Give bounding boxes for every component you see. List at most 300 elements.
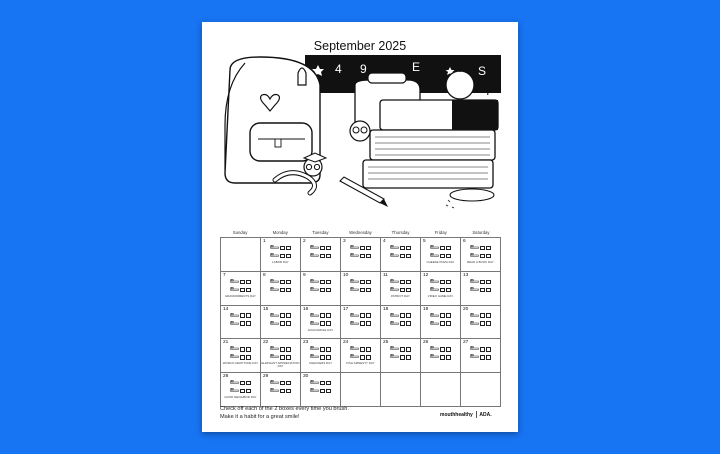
brush-checkbox[interactable] [446, 280, 451, 285]
toothbrush-icon [270, 354, 279, 360]
holiday-label: CHECKERS DAY [308, 361, 333, 366]
morning-brush-row [270, 380, 296, 386]
evening-brush-row [390, 321, 416, 327]
brand-logos [440, 411, 492, 418]
brush-checkbox[interactable] [440, 288, 445, 293]
holiday-label: ELEPHANT APPRECIATION DAY [261, 361, 300, 369]
brush-checkbox[interactable] [366, 321, 371, 326]
holiday-label: PATRIOT DAY [390, 293, 411, 298]
instructions [220, 406, 349, 421]
brush-checkbox[interactable] [246, 313, 251, 318]
brush-checkbox[interactable] [360, 355, 365, 360]
toothbrush-icon [390, 253, 399, 259]
day-number: 19 [423, 306, 429, 312]
brush-checkbox[interactable] [280, 246, 285, 251]
brush-checkbox[interactable] [326, 321, 331, 326]
brush-checkbox[interactable] [406, 288, 411, 293]
day-number: 9 [303, 272, 306, 278]
brush-checkbox[interactable] [280, 313, 285, 318]
brush-checkbox[interactable] [240, 313, 245, 318]
toothbrush-icon [270, 253, 279, 259]
holiday-label: VIDEO GAME DAY [427, 293, 454, 298]
morning-brush-row [270, 313, 296, 319]
holiday-label: GUACAMOLE DAY [307, 327, 334, 332]
toothbrush-icon [470, 354, 479, 360]
brush-checkbox[interactable] [326, 389, 331, 394]
brush-checkbox[interactable] [286, 313, 291, 318]
brush-checkbox[interactable] [440, 347, 445, 352]
toothbrush-icon [230, 279, 239, 285]
brush-checkbox[interactable] [320, 280, 325, 285]
rocket-patch [298, 68, 306, 85]
brush-checkbox[interactable] [360, 246, 365, 251]
evening-brush-row [390, 354, 416, 360]
brush-checkbox[interactable] [486, 321, 491, 326]
brush-checkbox[interactable] [486, 254, 491, 259]
brush-checkbox[interactable] [366, 246, 371, 251]
brush-checkbox[interactable] [446, 313, 451, 318]
brush-checkbox[interactable] [486, 246, 491, 251]
morning-brush-row [230, 313, 256, 319]
brush-checkbox[interactable] [400, 355, 405, 360]
calendar-day-4 [381, 238, 421, 272]
morning-brush-row [470, 245, 496, 251]
morning-brush-row [430, 313, 456, 319]
morning-brush-row [430, 346, 456, 352]
calendar-day-11 [381, 272, 421, 306]
brush-checkbox[interactable] [320, 288, 325, 293]
brush-checkbox[interactable] [440, 254, 445, 259]
toothbrush-icon [310, 380, 319, 386]
toothbrush-icon [270, 321, 279, 327]
brush-checkbox[interactable] [486, 355, 491, 360]
brush-checkbox[interactable] [406, 254, 411, 259]
evening-brush-row [270, 354, 296, 360]
holiday-label: GRANDPARENTS DAY [224, 293, 257, 298]
evening-brush-row [390, 287, 416, 293]
morning-brush-row [350, 279, 376, 285]
brush-checkbox[interactable] [240, 321, 245, 326]
brush-checkbox[interactable] [366, 254, 371, 259]
brush-checkbox[interactable] [440, 355, 445, 360]
toothbrush-icon [310, 253, 319, 259]
brush-checkbox[interactable] [446, 246, 451, 251]
morning-brush-row [470, 313, 496, 319]
brush-checkbox[interactable] [360, 254, 365, 259]
calendar-day-21 [221, 339, 261, 373]
morning-brush-row [350, 313, 376, 319]
calendar-day-18 [381, 306, 421, 340]
toothbrush-icon [270, 313, 279, 319]
brush-checkbox[interactable] [286, 389, 291, 394]
brush-checkbox[interactable] [240, 355, 245, 360]
brush-checkbox[interactable] [286, 246, 291, 251]
toothbrush-icon [470, 279, 479, 285]
brush-checkbox[interactable] [246, 288, 251, 293]
toothbrush-icon [470, 321, 479, 327]
brush-checkbox[interactable] [440, 280, 445, 285]
toothbrush-icon [390, 354, 399, 360]
brush-checkbox[interactable] [280, 254, 285, 259]
brush-checkbox[interactable] [286, 254, 291, 259]
brush-checkbox[interactable] [486, 313, 491, 318]
morning-brush-row [470, 279, 496, 285]
toothbrush-icon [230, 346, 239, 352]
day-number: 25 [383, 340, 389, 346]
brush-checkbox[interactable] [286, 355, 291, 360]
brush-checkbox[interactable] [480, 288, 485, 293]
evening-brush-row [430, 287, 456, 293]
brush-checkbox[interactable] [320, 313, 325, 318]
brush-checkbox[interactable] [280, 280, 285, 285]
calendar-day-22 [261, 339, 301, 373]
apple [446, 71, 474, 99]
brand-separator [476, 411, 477, 418]
brush-checkbox[interactable] [486, 280, 491, 285]
holiday-label: FISH AMNESTY DAY [346, 361, 375, 366]
evening-brush-row [470, 253, 496, 259]
day-number: 28 [223, 374, 229, 380]
day-number: 17 [343, 306, 349, 312]
brush-checkbox[interactable] [246, 280, 251, 285]
day-number: 22 [263, 340, 269, 346]
brush-checkbox[interactable] [246, 347, 251, 352]
toothbrush-icon [430, 279, 439, 285]
brush-checkbox[interactable] [326, 246, 331, 251]
toothbrush-icon [350, 313, 359, 319]
brush-checkbox[interactable] [286, 288, 291, 293]
chalk-char-4: S [478, 64, 487, 78]
evening-brush-row [350, 287, 376, 293]
brush-checkbox[interactable] [366, 288, 371, 293]
day-number: 13 [463, 272, 469, 278]
toothbrush-icon [310, 388, 319, 394]
evening-brush-row [270, 287, 296, 293]
brush-checkbox[interactable] [400, 347, 405, 352]
weekday-saturday: Saturday [472, 230, 490, 235]
day-number: 24 [343, 340, 349, 346]
toothbrush-icon [310, 346, 319, 352]
calendar-day-16 [301, 306, 341, 340]
toothbrush-icon [310, 279, 319, 285]
brush-checkbox[interactable] [480, 355, 485, 360]
brush-checkbox[interactable] [240, 389, 245, 394]
evening-brush-row [430, 321, 456, 327]
brush-checkbox[interactable] [280, 321, 285, 326]
weekday-wednesday: Wednesday [349, 230, 372, 235]
calendar-empty-cell [461, 373, 501, 407]
evening-brush-row [430, 253, 456, 259]
brush-checkbox[interactable] [280, 389, 285, 394]
calendar-day-8 [261, 272, 301, 306]
brush-checkbox[interactable] [400, 288, 405, 293]
holiday-label: CHEESE PIZZA DAY [426, 260, 455, 264]
day-number: 3 [343, 239, 346, 244]
day-number: 7 [223, 272, 226, 278]
morning-brush-row [390, 313, 416, 319]
evening-brush-row [270, 321, 296, 327]
brush-checkbox[interactable] [326, 381, 331, 386]
book-middle [370, 130, 495, 160]
weekday-tuesday: Tuesday [312, 230, 329, 235]
day-number: 6 [463, 239, 466, 244]
toothbrush-icon [390, 313, 399, 319]
evening-brush-row [230, 287, 256, 293]
toothbrush-icon [270, 388, 279, 394]
brush-checkbox[interactable] [400, 246, 405, 251]
brush-checkbox[interactable] [406, 246, 411, 251]
page-title: September 2025 [313, 39, 407, 53]
toothbrush-icon [230, 321, 239, 327]
brush-checkbox[interactable] [400, 280, 405, 285]
brush-checkbox[interactable] [446, 254, 451, 259]
brush-checkbox[interactable] [326, 288, 331, 293]
brush-checkbox[interactable] [360, 313, 365, 318]
brush-checkbox[interactable] [320, 389, 325, 394]
calendar-empty-cell [381, 373, 421, 407]
brush-checkbox[interactable] [440, 313, 445, 318]
brush-checkbox[interactable] [486, 347, 491, 352]
brush-checkbox[interactable] [320, 321, 325, 326]
toothbrush-icon [470, 346, 479, 352]
brush-checkbox[interactable] [320, 347, 325, 352]
calendar-day-15 [261, 306, 301, 340]
evening-brush-row [470, 354, 496, 360]
calendar-day-13 [461, 272, 501, 306]
toothbrush-icon [270, 380, 279, 386]
morning-brush-row [270, 346, 296, 352]
brush-checkbox[interactable] [406, 321, 411, 326]
evening-brush-row [310, 253, 336, 259]
brush-checkbox[interactable] [280, 355, 285, 360]
toothbrush-icon [350, 354, 359, 360]
brush-checkbox[interactable] [286, 381, 291, 386]
toothbrush-icon [270, 287, 279, 293]
brush-checkbox[interactable] [240, 288, 245, 293]
morning-brush-row [350, 245, 376, 251]
brush-checkbox[interactable] [326, 347, 331, 352]
toothbrush-icon [350, 279, 359, 285]
toothbrush-icon [230, 313, 239, 319]
brush-checkbox[interactable] [400, 254, 405, 259]
calendar-day-26 [421, 339, 461, 373]
calendar-day-28 [221, 373, 261, 407]
evening-brush-row [350, 253, 376, 259]
morning-brush-row [230, 279, 256, 285]
brush-checkbox[interactable] [360, 280, 365, 285]
brush-checkbox[interactable] [320, 355, 325, 360]
brush-checkbox[interactable] [406, 313, 411, 318]
toothbrush-icon [430, 287, 439, 293]
morning-brush-row [390, 346, 416, 352]
brush-checkbox[interactable] [240, 381, 245, 386]
brush-checkbox[interactable] [286, 347, 291, 352]
evening-brush-row [270, 388, 296, 394]
holiday-label: READ A BOOK DAY [467, 260, 494, 264]
calendar-day-23 [301, 339, 341, 373]
morning-brush-row [270, 279, 296, 285]
morning-brush-row [430, 245, 456, 251]
morning-brush-row [310, 346, 336, 352]
day-number: 10 [343, 272, 349, 278]
brush-checkbox[interactable] [326, 313, 331, 318]
day-number: 18 [383, 306, 389, 312]
brush-checkbox[interactable] [480, 280, 485, 285]
brush-checkbox[interactable] [480, 246, 485, 251]
brush-checkbox[interactable] [446, 321, 451, 326]
toothbrush-icon [350, 287, 359, 293]
brush-checkbox[interactable] [406, 347, 411, 352]
brush-checkbox[interactable] [240, 280, 245, 285]
toothbrush-icon [310, 245, 319, 251]
brush-checkbox[interactable] [246, 321, 251, 326]
holiday-label: LABOR DAY [272, 260, 289, 264]
brush-checkbox[interactable] [446, 355, 451, 360]
toothbrush-icon [470, 253, 479, 259]
illustration-drawing [220, 55, 501, 211]
brush-checkbox[interactable] [326, 280, 331, 285]
calendar-day-3 [341, 238, 381, 272]
morning-brush-row [230, 380, 256, 386]
brush-checkbox[interactable] [326, 355, 331, 360]
brush-checkbox[interactable] [246, 355, 251, 360]
calendar-day-2 [301, 238, 341, 272]
day-number: 11 [383, 272, 388, 278]
calendar-day-17 [341, 306, 381, 340]
day-number: 16 [303, 306, 309, 312]
toothbrush-icon [390, 245, 399, 251]
brush-checkbox[interactable] [320, 246, 325, 251]
weekday-thursday: Thursday [391, 230, 410, 235]
brush-checkbox[interactable] [446, 347, 451, 352]
back-to-school-illustration [220, 55, 501, 211]
calendar-day-7 [221, 272, 261, 306]
toothbrush-icon [310, 287, 319, 293]
day-number: 15 [263, 306, 269, 312]
brush-checkbox[interactable] [286, 280, 291, 285]
brush-checkbox[interactable] [486, 288, 491, 293]
calendar-day-27 [461, 339, 501, 373]
brush-checkbox[interactable] [366, 313, 371, 318]
brush-checkbox[interactable] [246, 381, 251, 386]
calendar-day-30 [301, 373, 341, 407]
chalk-char-2: 9 [360, 62, 367, 76]
brush-checkbox[interactable] [246, 389, 251, 394]
calendar-day-5 [421, 238, 461, 272]
brush-checkbox[interactable] [360, 321, 365, 326]
day-number: 20 [463, 306, 469, 312]
evening-brush-row [310, 354, 336, 360]
brush-checkbox[interactable] [480, 254, 485, 259]
toothbrush-icon [230, 354, 239, 360]
brush-checkbox[interactable] [320, 381, 325, 386]
evening-brush-row [470, 321, 496, 327]
morning-brush-row [310, 313, 336, 319]
toothbrush-icon [470, 287, 479, 293]
toothbrush-icon [470, 245, 479, 251]
evening-brush-row [430, 354, 456, 360]
toothbrush-icon [390, 346, 399, 352]
brush-checkbox[interactable] [366, 347, 371, 352]
brush-checkbox[interactable] [400, 313, 405, 318]
brush-checkbox[interactable] [240, 347, 245, 352]
calendar-day-12 [421, 272, 461, 306]
evening-brush-row [350, 321, 376, 327]
evening-brush-row [230, 354, 256, 360]
calendar-empty-cell [341, 373, 381, 407]
calendar-day-29 [261, 373, 301, 407]
brush-checkbox[interactable] [286, 321, 291, 326]
evening-brush-row [310, 388, 336, 394]
brush-checkbox[interactable] [440, 246, 445, 251]
calendar-day-14 [221, 306, 261, 340]
brush-checkbox[interactable] [326, 254, 331, 259]
brush-checkbox[interactable] [366, 280, 371, 285]
brush-checkbox[interactable] [360, 347, 365, 352]
toothbrush-icon [270, 245, 279, 251]
day-number: 21 [223, 340, 229, 346]
morning-brush-row [470, 346, 496, 352]
toothbrush-icon [470, 313, 479, 319]
toothbrush-icon [350, 253, 359, 259]
brush-checkbox[interactable] [406, 280, 411, 285]
brush-checkbox[interactable] [360, 288, 365, 293]
toothbrush-icon [310, 354, 319, 360]
toothbrush-icon [390, 279, 399, 285]
mouthhealthy-logo: mouthhealthy [440, 411, 473, 418]
morning-brush-row [270, 245, 296, 251]
weekday-header-row [220, 230, 501, 235]
calendar-empty-cell [421, 373, 461, 407]
brush-checkbox[interactable] [280, 381, 285, 386]
brush-checkbox[interactable] [440, 321, 445, 326]
brush-checkbox[interactable] [400, 321, 405, 326]
toothbrush-icon [270, 279, 279, 285]
brush-checkbox[interactable] [366, 355, 371, 360]
morning-brush-row [310, 279, 336, 285]
day-number: 23 [303, 340, 309, 346]
calendar-day-10 [341, 272, 381, 306]
morning-brush-row [310, 245, 336, 251]
calendar-day-25 [381, 339, 421, 373]
brush-checkbox[interactable] [320, 254, 325, 259]
toothbrush-icon [430, 354, 439, 360]
brush-checkbox[interactable] [446, 288, 451, 293]
brush-checkbox[interactable] [480, 313, 485, 318]
toothbrush-icon [310, 321, 319, 327]
brush-checkbox[interactable] [406, 355, 411, 360]
calendar-day-24 [341, 339, 381, 373]
day-number: 29 [263, 374, 269, 380]
brush-checkbox[interactable] [280, 288, 285, 293]
toothbrush-icon [430, 313, 439, 319]
day-number: 8 [263, 272, 266, 278]
evening-brush-row [390, 253, 416, 259]
evening-brush-row [350, 354, 376, 360]
calendar-empty-cell [221, 238, 261, 272]
day-number: 26 [423, 340, 429, 346]
chalk-char-1: 4 [335, 62, 342, 76]
day-number: 5 [423, 239, 426, 244]
toothbrush-icon [230, 287, 239, 293]
morning-brush-row [390, 279, 416, 285]
evening-brush-row [270, 253, 296, 259]
day-number: 12 [423, 272, 429, 278]
brush-checkbox[interactable] [480, 321, 485, 326]
brush-checkbox[interactable] [480, 347, 485, 352]
brush-checkbox[interactable] [280, 347, 285, 352]
morning-brush-row [310, 380, 336, 386]
